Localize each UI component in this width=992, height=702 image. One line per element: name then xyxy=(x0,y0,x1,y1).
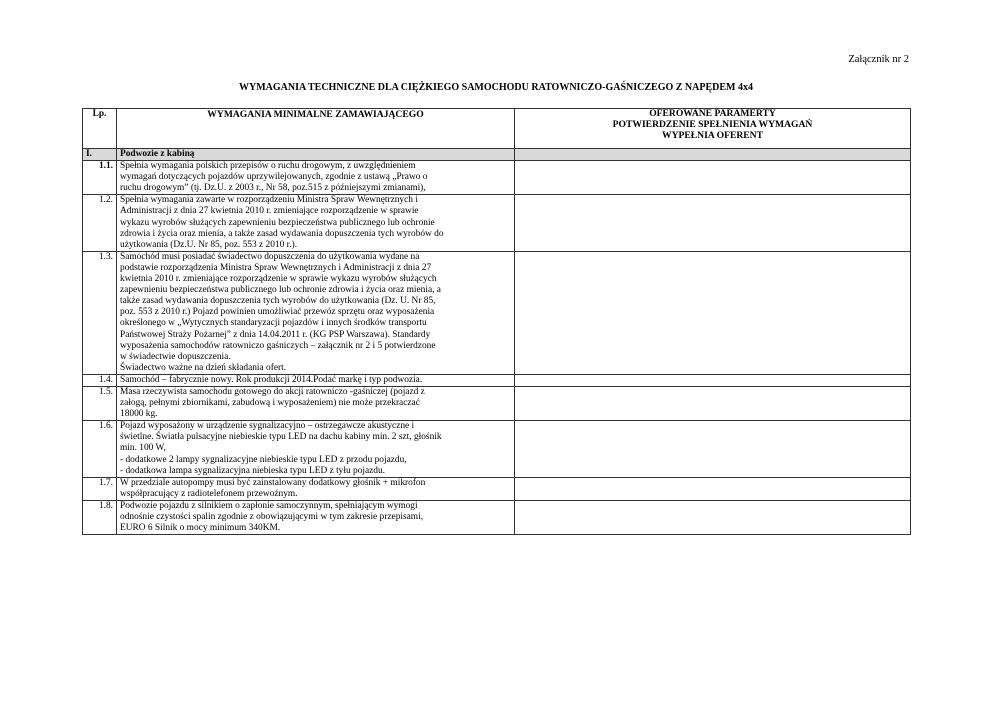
requirement-line: Pojazd wyposażony w urządzenie sygnalizacyjno – ostrzegawcze akustyczne i xyxy=(120,421,415,432)
offer-input-cell[interactable] xyxy=(515,386,911,420)
row-requirement-text xyxy=(117,386,515,420)
requirement-line: określonego w „Wytycznych standaryzacji pojazdów i innych środków transportu xyxy=(120,318,427,329)
row-requirement-text xyxy=(117,421,515,477)
section-row xyxy=(83,149,911,161)
row-number: 1.7. xyxy=(83,477,117,500)
row-number: 1.4. xyxy=(83,374,117,386)
requirement-line: wyposażenia samochodów ratowniczo gaśniczych – załącznik nr 2 i 5 potwierdzone xyxy=(120,340,436,351)
requirement-line: Samochód musi posiadać świadectwo dopuszczenia do użytkowania wydane na xyxy=(120,251,420,262)
header-requirements: WYMAGANIA MINIMALNE ZAMAWIAJĄCEGO xyxy=(117,109,515,149)
row-number: 1.5. xyxy=(83,386,117,420)
row-requirement-text xyxy=(117,161,515,195)
offer-input-cell[interactable] xyxy=(515,161,911,195)
row-requirement-text xyxy=(117,195,515,251)
requirement-line: współpracujący z radiotelefonem przewoźnym. xyxy=(120,488,298,499)
header-offer xyxy=(515,109,911,149)
offer-input-cell[interactable] xyxy=(515,500,911,534)
requirement-line: Masa rzeczywista samochodu gotowego do akcji ratowniczo -gaśniczej (pojazd z xyxy=(120,386,425,397)
requirement-line: wykazu wyrobów służących zapewnieniu bezpieczeństwa publicznego lub ochronie xyxy=(120,217,435,228)
document-title: WYMAGANIA TECHNICZNE DLA CIĘŻKIEGO SAMOCHODU RATOWNICZO-GAŚNICZEGO Z NAPĘDEM 4x4 xyxy=(239,82,753,93)
row-number: 1.8. xyxy=(83,500,117,534)
requirement-line: ruchu drogowym” (tj. Dz.U. z 2003 r., Nr 58, poz.515 z późniejszymi zmianami), xyxy=(120,183,426,194)
row-number: 1.2. xyxy=(83,195,117,251)
table-row xyxy=(83,161,911,195)
requirement-line: Spełnia wymagania polskich przepisów o ruchu drogowym, z uwzględnieniem xyxy=(120,161,416,172)
header-lp: Lp. xyxy=(83,109,117,149)
header-offer-line1: OFEROWANE PARAMERTY xyxy=(649,108,776,119)
requirement-line: 18000 kg. xyxy=(120,409,158,420)
requirements-table xyxy=(82,108,911,535)
header-offer-line2: POTWIERDZENIE SPEŁNIENIA WYMAGAŃ xyxy=(612,118,813,130)
requirement-line: Spełnia wymagania zawarte w rozporządzeniu Ministra Spraw Wewnętrznych i xyxy=(120,195,418,206)
requirement-line: wymagań dotyczących pojazdów uprzywilejowanych, zgodnie z ustawą „Prawo o xyxy=(120,172,428,183)
requirement-line: min. 100 W, xyxy=(120,443,166,454)
table-row xyxy=(83,251,911,374)
requirement-line: użytkowania (Dz.U. Nr 85, poz. 553 z 2010 r.). xyxy=(120,239,298,250)
requirement-line: - dodatkowe 2 lampy sygnalizacyjne niebieskie typu LED z przodu pojazdu, xyxy=(120,454,407,465)
requirement-line: odnośnie czystości spalin zgodnie z obowiązującymi w tym zakresie przepisami, xyxy=(120,512,424,522)
requirement-line: Administracji z dnia 27 kwietnia 2010 r. zmieniające rozporządzenie w sprawie xyxy=(120,206,419,217)
section-number: I. xyxy=(83,149,117,161)
requirement-line: EURO 6 Silnik o mocy minimum 340KM. xyxy=(120,523,281,534)
requirement-line: świetlne. Światła pulsacyjne niebieskie typu LED na dachu kabiny min. 2 szt, głośnik xyxy=(120,432,442,443)
table-row xyxy=(83,500,911,534)
requirement-line: Państwowej Straży Pożarnej” z dnia 14.04.2011 r. (KG PSP Warszawa). Standardy xyxy=(120,329,431,340)
requirement-line: zdrowia i życia oraz mienia, a także zasad wydawania dopuszczenia tych wyrobów do xyxy=(120,228,444,239)
row-number: 1.3. xyxy=(83,251,117,374)
section-offer-cell xyxy=(515,149,911,161)
header-offer-line3: WYPEŁNIA OFERENT xyxy=(661,129,763,141)
section-title: Podwozie z kabiną xyxy=(117,149,515,161)
requirement-line: Podwozie pojazdu z silnikiem o zapłonie samoczynnym, spełniającym wymogi xyxy=(120,500,418,511)
row-number: 1.6. xyxy=(83,421,117,477)
requirement-line: także zasad wydawania dopuszczenia tych wyrobów do użytkowania (Dz. U. Nr 85, xyxy=(120,296,436,307)
requirement-line: Świadectwo ważne na dzień składania ofert. xyxy=(120,362,287,373)
table-row xyxy=(83,374,911,386)
row-requirement-text xyxy=(117,374,515,386)
requirement-line: poz. 553 z 2010 r.) Pojazd powinien umożliwiać przewóz sprzętu oraz wyposażenia xyxy=(120,307,435,318)
row-requirement-text xyxy=(117,500,515,534)
offer-input-cell[interactable] xyxy=(515,477,911,500)
requirement-line: załogą, pełnymi zbiornikami, zabudową i wyposażeniem) nie może przekraczać xyxy=(120,398,420,409)
requirement-line: w świadectwie dopuszczenia. xyxy=(120,351,231,362)
offer-input-cell[interactable] xyxy=(515,251,911,374)
row-requirement-text xyxy=(117,477,515,500)
requirement-line: podstawie rozporządzenia Ministra Spraw Wewnętrznych i Administracji z dnia 27 xyxy=(120,262,432,273)
offer-input-cell[interactable] xyxy=(515,195,911,251)
table-row xyxy=(83,195,911,251)
table-row xyxy=(83,477,911,500)
requirement-line: Samochód – fabrycznie nowy. Rok produkcji 2014.Podać markę i typ podwozia. xyxy=(120,374,423,385)
requirement-line: - dodatkowa lampa sygnalizacyjna niebieska typu LED z tyłu pojazdu. xyxy=(120,465,386,476)
offer-input-cell[interactable] xyxy=(515,421,911,477)
annex-label: Załącznik nr 2 xyxy=(848,54,909,65)
requirement-line: W przedziale autopompy musi być zainstalowany dodatkowy głośnik + mikrofon xyxy=(120,477,426,488)
row-requirement-text xyxy=(117,251,515,374)
table-row xyxy=(83,421,911,477)
requirement-line: kwietnia 2010 r. zmieniające rozporządzenie w sprawie wykazu wyrobów służących xyxy=(120,274,437,285)
table-header-row xyxy=(83,109,911,149)
requirement-line: zapewnieniu bezpieczeństwa publicznego lub ochronie zdrowia i życia oraz mienia, a xyxy=(120,285,441,296)
row-number: 1.1. xyxy=(83,161,117,195)
offer-input-cell[interactable] xyxy=(515,374,911,386)
table-row xyxy=(83,386,911,420)
